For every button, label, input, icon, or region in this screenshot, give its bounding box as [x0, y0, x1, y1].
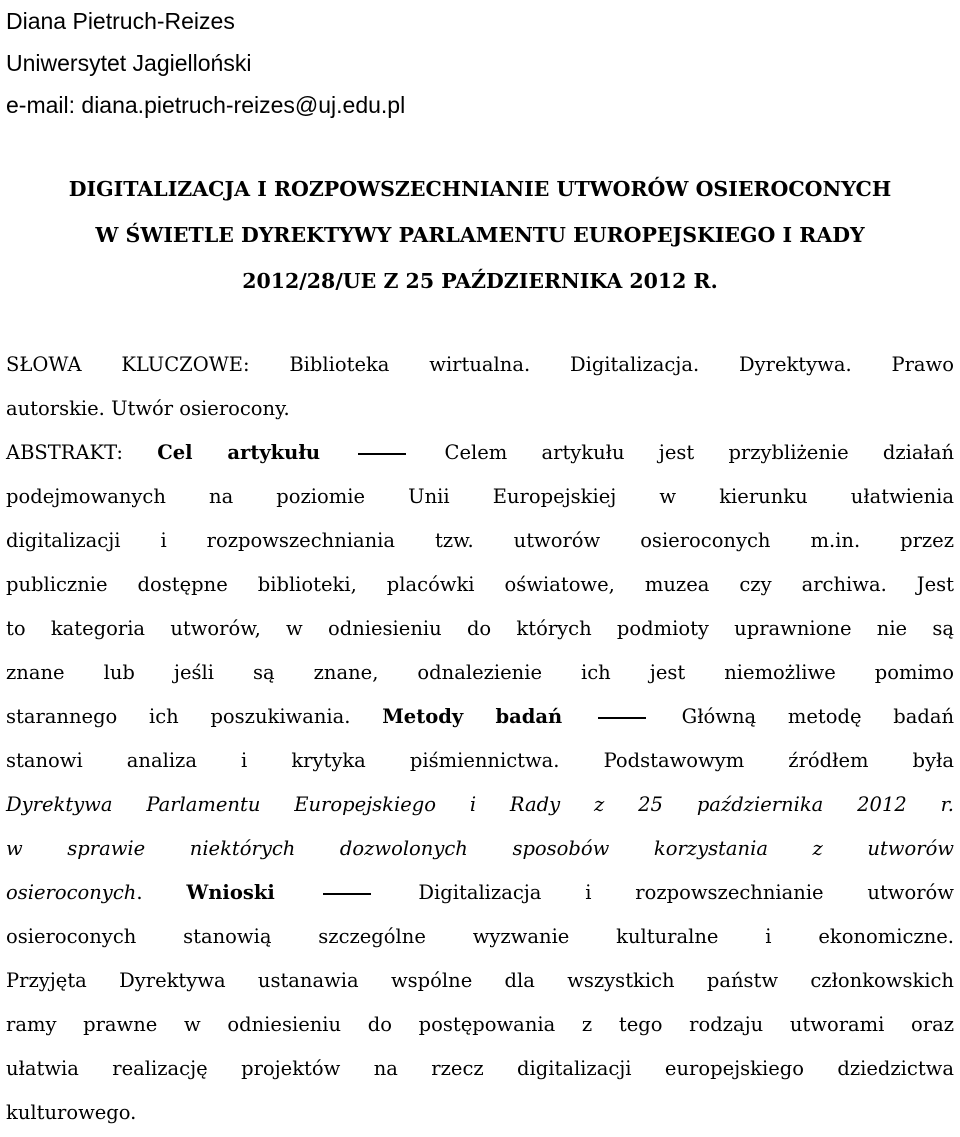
source-title-period: . — [136, 881, 143, 904]
abstract-line-7-after: Główną metodę badań — [681, 705, 955, 728]
abstract-line-15: ułatwia realizację projektów na rzecz digitalizacji europejskiego dziedzictwa — [6, 1057, 954, 1080]
title-line-1: DIGITALIZACJA I ROZPOWSZECHNIANIE UTWORÓW OSIEROCONYCH — [68, 177, 892, 201]
author-name: Diana Pietruch-Reizes — [6, 8, 235, 34]
abstract-line-1 — [6, 431, 954, 475]
author-affiliation: Uniwersytet Jagielloński — [6, 50, 252, 76]
abstract-line-11-after: Digitalizacja i rozpowszechnianie utworów — [418, 881, 954, 904]
conclusions-heading: Wnioski — [186, 881, 275, 904]
abstract-line-5: to kategoria utworów, w odniesieniu do których podmioty uprawnione nie są — [6, 617, 954, 640]
abstract-line-12: osieroconych stanowią szczególne wyzwanie kulturalne i ekonomiczne. — [6, 925, 954, 948]
article-title — [0, 166, 960, 304]
author-block — [6, 0, 405, 126]
author-email: e-mail: diana.pietruch-reizes@uj.edu.pl — [6, 92, 406, 118]
source-title-end: osieroconych — [6, 881, 137, 904]
abstract-line-1-text: Celem artykułu jest przybliżenie działań — [444, 441, 955, 464]
abstract-line-9: Dyrektywa Parlamentu Europejskiego i Rady z 25 października 2012 r. — [6, 793, 954, 816]
abstract-line-11 — [6, 871, 954, 915]
goal-heading: Cel artykułu — [157, 441, 321, 464]
body-text — [6, 343, 954, 1135]
abstract-line-7-text: starannego ich poszukiwania. — [6, 705, 351, 728]
keywords-line-2: autorskie. Utwór osierocony. — [6, 397, 290, 420]
abstract-line-7 — [6, 695, 954, 739]
title-line-3: 2012/28/UE Z 25 PAŹDZIERNIKA 2012 R. — [242, 269, 718, 293]
abstract-line-13: Przyjęta Dyrektywa ustanawia wspólne dla wszystkich państw członkowskich — [6, 969, 954, 992]
abstract-label: ABSTRAKT: — [6, 441, 123, 464]
abstract-line-6: znane lub jeśli są znane, odnalezienie ich jest niemożliwe pomimo — [6, 661, 954, 684]
abstract-line-2: podejmowanych na poziomie Unii Europejskiej w kierunku ułatwienia — [6, 485, 954, 508]
em-dash — [598, 717, 646, 719]
abstract-line-10: w sprawie niektórych dozwolonych sposobów korzystania z utworów — [6, 837, 954, 860]
abstract-line-8: stanowi analiza i krytyka piśmiennictwa. Podstawowym źródłem była — [6, 749, 954, 772]
keywords-line-1: SŁOWA KLUCZOWE: Biblioteka wirtualna. Digitalizacja. Dyrektywa. Prawo — [6, 353, 954, 376]
title-line-2: W ŚWIETLE DYREKTYWY PARLAMENTU EUROPEJSKIEGO I RADY — [95, 223, 865, 247]
abstract-line-14: ramy prawne w odniesieniu do postępowania z tego rodzaju utworami oraz — [6, 1013, 954, 1036]
em-dash — [358, 453, 406, 455]
abstract-line-3: digitalizacji i rozpowszechniania tzw. utworów osieroconych m.in. przez — [6, 529, 954, 552]
abstract-line-4: publicznie dostępne biblioteki, placówki oświatowe, muzea czy archiwa. Jest — [6, 573, 954, 596]
methods-heading: Metody badań — [382, 705, 563, 728]
abstract-line-16: kulturowego. — [6, 1101, 137, 1124]
em-dash — [323, 893, 371, 895]
